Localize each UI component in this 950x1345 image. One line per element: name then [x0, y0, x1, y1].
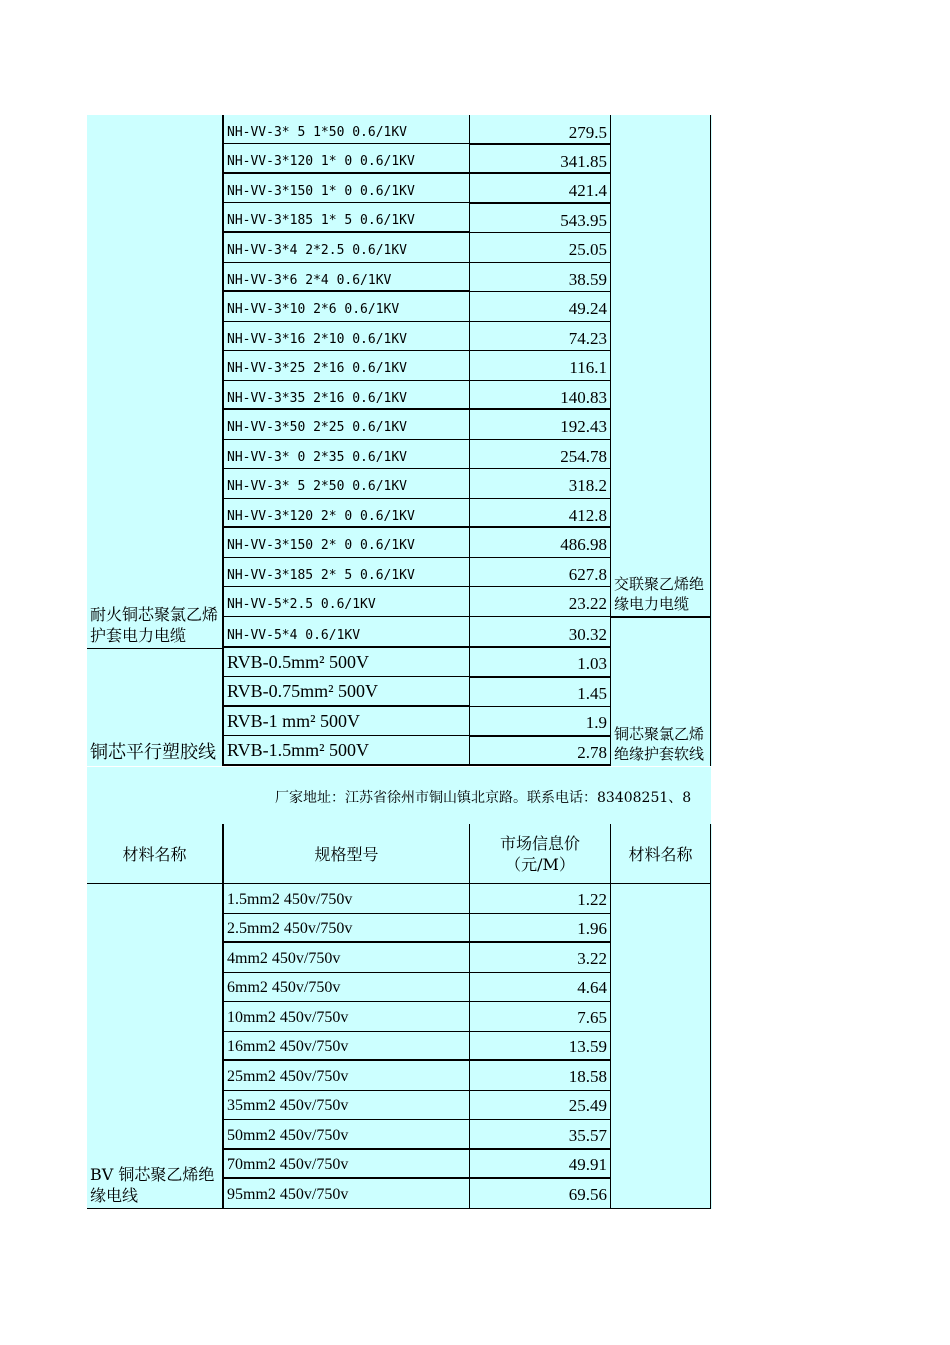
table-row-price: 3.22: [469, 943, 610, 973]
table-row-price: 4.64: [469, 973, 610, 1002]
table-row-price: 23.22: [469, 587, 610, 617]
table-row-spec: 16mm2 450v/750v: [222, 1032, 469, 1061]
material-name-pvc-sheathed-cord: 铜芯聚氯乙烯绝缘护套软线: [610, 618, 711, 766]
table-row-spec: 10mm2 450v/750v: [222, 1002, 469, 1032]
table-row-spec: RVB-0.5mm² 500V: [222, 648, 469, 677]
table-row-spec: NH-VV-3*4 2*2.5 0.6/1KV: [222, 233, 469, 263]
table-row-price: 18.58: [469, 1061, 610, 1091]
table-row-price: 318.2: [469, 469, 610, 499]
header-material-name-2: 材料名称: [610, 824, 711, 884]
table-row-spec: NH-VV-5*4 0.6/1KV: [222, 617, 469, 648]
manufacturer-contact: 厂家地址：江苏省徐州市铜山镇北京路。联系电话：83408251、8: [275, 790, 692, 806]
table-row-price: 543.95: [469, 204, 610, 233]
table-row-price: 69.56: [469, 1179, 610, 1209]
table-row-price: 412.8: [469, 499, 610, 528]
material-name-2-cell: [610, 884, 711, 1209]
table-row-spec: RVB-0.75mm² 500V: [222, 677, 469, 707]
table-row-price: 74.23: [469, 322, 610, 351]
table-row-spec: NH-VV-3*50 2*25 0.6/1KV: [222, 410, 469, 440]
material-name-bv-wire: BV 铜芯聚乙烯绝缘电线: [87, 884, 222, 1209]
table-row-price: 1.22: [469, 884, 610, 914]
material-name-fire-resistant-cable: 耐火铜芯聚氯乙烯护套电力电缆: [90, 605, 219, 645]
table-row-price: 486.98: [469, 528, 610, 558]
table-row-spec: 95mm2 450v/750v: [222, 1179, 469, 1209]
table-row-spec: 2.5mm2 450v/750v: [222, 914, 469, 943]
table-row-price: 1.96: [469, 914, 610, 943]
table-row-spec: NH-VV-3*185 1* 5 0.6/1KV: [222, 203, 469, 233]
table-row-spec: NH-VV-5*2.5 0.6/1KV: [222, 587, 469, 617]
table-row-price: 1.9: [469, 707, 610, 737]
material-name-parallel-wire: 铜芯平行塑胶线: [87, 648, 222, 766]
table-row-price: 13.59: [469, 1032, 610, 1061]
table-row-spec: NH-VV-3*120 1* 0 0.6/1KV: [222, 144, 469, 174]
table-row-spec: NH-VV-3*150 2* 0 0.6/1KV: [222, 528, 469, 558]
table-row-spec: NH-VV-3*10 2*6 0.6/1KV: [222, 292, 469, 322]
table-row-spec: NH-VV-3*150 1* 0 0.6/1KV: [222, 174, 469, 203]
material-name-xlpe-cable: 交联聚乙烯绝缘电力电缆: [610, 115, 711, 618]
table-row-spec: NH-VV-3*6 2*4 0.6/1KV: [222, 263, 469, 292]
table-row-spec: NH-VV-3*16 2*10 0.6/1KV: [222, 322, 469, 351]
table-row-spec: 35mm2 450v/750v: [222, 1091, 469, 1120]
table-row-price: 1.45: [469, 678, 610, 707]
header-material-name: 材料名称: [87, 824, 222, 884]
table-row-spec: 6mm2 450v/750v: [222, 973, 469, 1002]
table-row-spec: 25mm2 450v/750v: [222, 1061, 469, 1091]
table-row-spec: NH-VV-3* 0 2*35 0.6/1KV: [222, 440, 469, 469]
table-row-price: 35.57: [469, 1120, 610, 1150]
header-spec: 规格型号: [222, 824, 469, 884]
table-row-price: 254.78: [469, 440, 610, 469]
table-row-spec: 70mm2 450v/750v: [222, 1150, 469, 1179]
table-row-spec: 4mm2 450v/750v: [222, 943, 469, 973]
table-row-spec: NH-VV-3* 5 1*50 0.6/1KV: [222, 115, 469, 144]
table-row-price: 2.78: [469, 737, 610, 766]
table-row-spec: RVB-1 mm² 500V: [222, 707, 469, 736]
table-row-price: 192.43: [469, 410, 610, 440]
table-row-price: 140.83: [469, 381, 610, 410]
table-row-price: 25.49: [469, 1091, 610, 1120]
table-row-price: 421.4: [469, 174, 610, 204]
table-row-price: 25.05: [469, 233, 610, 263]
table-row-spec: NH-VV-3*25 2*16 0.6/1KV: [222, 351, 469, 381]
header-price: 市场信息价（元/M）: [469, 824, 610, 884]
table-row-price: 116.1: [469, 351, 610, 381]
table-row-price: 30.32: [469, 617, 610, 648]
bv-wire-price-table: [87, 824, 712, 1209]
table-row-price: 7.65: [469, 1002, 610, 1032]
table-row-price: 627.8: [469, 558, 610, 587]
table-row-spec: NH-VV-3*185 2* 5 0.6/1KV: [222, 558, 469, 587]
table-row-spec: 1.5mm2 450v/750v: [222, 884, 469, 914]
cable-price-table: [87, 115, 712, 766]
table-row-price: 38.59: [469, 263, 610, 292]
table-row-price: 49.91: [469, 1150, 610, 1179]
table-row-spec: NH-VV-3*35 2*16 0.6/1KV: [222, 381, 469, 410]
table-row-spec: NH-VV-3* 5 2*50 0.6/1KV: [222, 469, 469, 499]
table-row-price: 49.24: [469, 292, 610, 322]
table-row-spec: 50mm2 450v/750v: [222, 1120, 469, 1150]
table-row-price: 279.5: [469, 115, 610, 145]
table-row-spec: NH-VV-3*120 2* 0 0.6/1KV: [222, 499, 469, 528]
table-row-spec: RVB-1.5mm² 500V: [222, 736, 469, 766]
table-row-price: 1.03: [469, 648, 610, 678]
table-row-price: 341.85: [469, 145, 610, 174]
